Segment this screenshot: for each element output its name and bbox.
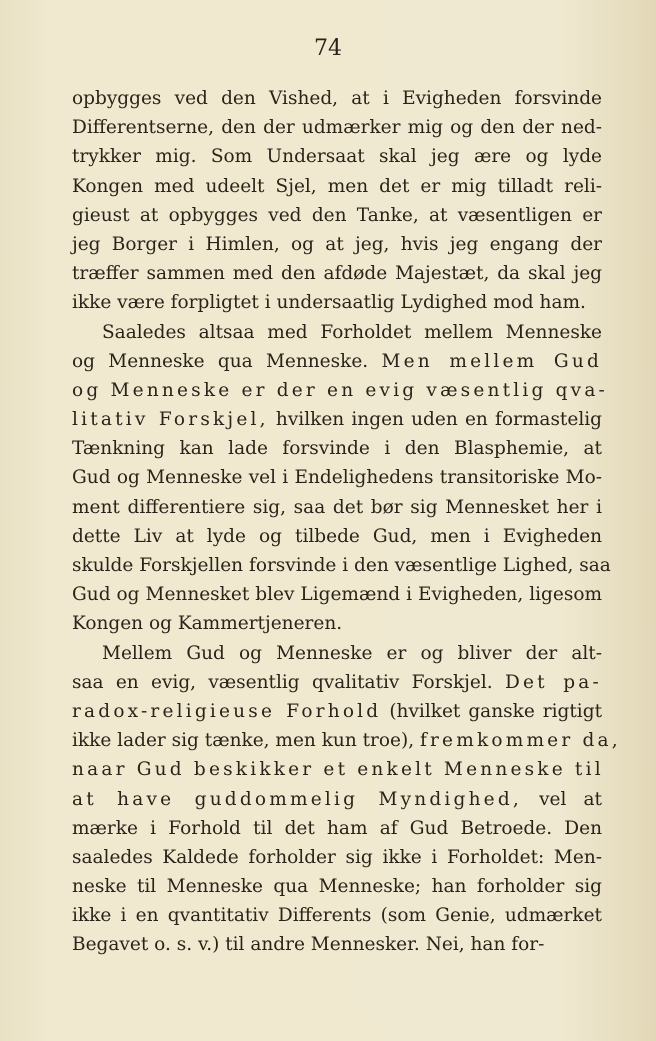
text-segment: Begavet o. s. v.) til andre Mennesker. Nei, han for- xyxy=(72,934,545,956)
text-line xyxy=(72,843,602,872)
text-segment: neske til Menneske qua Menneske; han forholder sig xyxy=(72,876,602,898)
text-line xyxy=(72,522,602,551)
text-segment: ikke være forpligtet i undersaatlig Lydighed mod ham. xyxy=(72,292,586,314)
text-segment: ikke i en qvantitativ Differents (som Genie, udmærket xyxy=(72,905,602,927)
text-segment: trykker mig. Som Undersaat skal jeg ære og lyde xyxy=(72,146,602,168)
text-segment: gieust at opbygges ved den Tanke, at væsentligen er xyxy=(72,204,602,226)
text-line xyxy=(72,113,602,142)
emphasized-text: at have guddommelig Myndighed, xyxy=(72,788,522,810)
emphasized-text: naar Gud beskikker et enkelt Menneske til xyxy=(72,759,604,781)
text-segment: dette Liv at lyde og tilbede Gud, men i Evigheden xyxy=(72,525,602,547)
emphasized-text: Men mellem Gud xyxy=(381,350,603,372)
emphasized-text: og Menneske er der en evig væsentlig qva- xyxy=(72,379,608,401)
emphasized-text: Det pa- xyxy=(504,671,602,693)
text-segment: saa en evig, væsentlig qvalitativ Forskjel. xyxy=(72,671,505,693)
text-line xyxy=(72,755,602,784)
text-line xyxy=(72,668,602,697)
emphasized-text: fremkommer da, xyxy=(419,730,621,752)
text-segment: Kongen med udeelt Sjel, men det er mig tilladt reli- xyxy=(72,175,602,197)
emphasized-text: litativ Forskjel, xyxy=(72,409,269,431)
text-line xyxy=(72,142,602,171)
text-segment: Saaledes altsaa med Forholdet mellem Menneske xyxy=(102,321,602,343)
page-body-text xyxy=(72,84,621,960)
text-line xyxy=(72,201,602,230)
text-line xyxy=(72,405,602,434)
text-line xyxy=(72,259,602,288)
text-line xyxy=(72,84,602,113)
text-segment: skulde Forskjellen forsvinde i den væsentlige Lighed, saa xyxy=(72,555,611,576)
text-segment: Kongen og Kammertjeneren. xyxy=(72,613,343,635)
text-line xyxy=(72,872,602,901)
text-line xyxy=(72,463,602,492)
text-segment: og Menneske qua Menneske. xyxy=(72,350,382,372)
text-line xyxy=(72,697,602,726)
text-segment: Gud og Menneske vel i Endelighedens transitoriske Mo- xyxy=(72,467,602,489)
text-segment: mærke i Forhold til det ham af Gud Betroede. Den xyxy=(72,817,602,839)
text-segment: Tænkning kan lade forsvinde i den Blasphemie, at xyxy=(72,438,602,460)
text-line xyxy=(72,639,602,668)
text-line xyxy=(72,814,602,843)
page-number: 74 xyxy=(314,36,342,61)
text-line xyxy=(72,172,602,201)
text-line xyxy=(72,609,602,638)
text-segment: ment differentiere sig, saa det bør sig Mennesket her i xyxy=(72,496,602,518)
text-segment: Mellem Gud og Menneske er og bliver der alt- xyxy=(102,642,602,664)
text-segment: vel at xyxy=(521,788,602,810)
text-segment: (hvilket ganske rigtigt xyxy=(381,700,603,722)
text-segment: Differentserne, den der udmærker mig og den der ned- xyxy=(72,117,602,139)
text-segment: træffer sammen med den afdøde Majestæt, da skal jeg xyxy=(72,263,602,285)
text-line xyxy=(72,901,602,930)
text-segment: jeg Borger i Himlen, og at jeg, hvis jeg engang der xyxy=(72,233,602,255)
text-line xyxy=(72,288,602,317)
text-line xyxy=(72,785,602,814)
text-segment: Gud og Mennesket blev Ligemænd i Evigheden, ligesom xyxy=(72,584,602,606)
text-line xyxy=(72,230,602,259)
text-line xyxy=(72,930,602,959)
text-line xyxy=(72,551,611,580)
text-segment: hvilken ingen uden en formastelig xyxy=(268,409,602,431)
emphasized-text: radox-religieuse Forhold xyxy=(72,700,382,722)
text-line xyxy=(72,580,602,609)
text-line xyxy=(72,376,608,405)
text-line xyxy=(72,493,602,522)
text-line xyxy=(72,347,602,376)
text-line xyxy=(72,434,602,463)
text-segment: ikke lader sig tænke, men kun troe), xyxy=(72,730,420,752)
text-segment: opbygges ved den Vished, at i Evigheden forsvinde xyxy=(72,88,602,109)
text-segment: saaledes Kaldede forholder sig ikke i Forholdet: Men- xyxy=(72,846,602,868)
text-line xyxy=(72,726,621,755)
text-line xyxy=(72,318,602,347)
